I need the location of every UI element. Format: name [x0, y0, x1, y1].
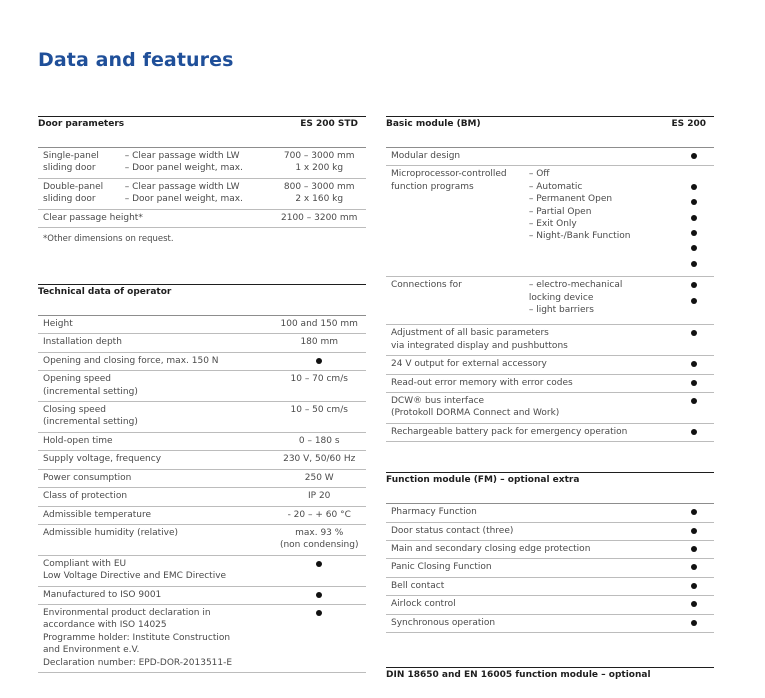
door-parameters-heading: Door parameters: [38, 119, 125, 129]
table-row: [386, 277, 714, 325]
row-label: Adjustment of all basic parameters via integrated display and pushbuttons: [391, 328, 568, 351]
row-value: IP 20: [308, 491, 331, 502]
row-label: Height: [43, 319, 73, 330]
table-row: [38, 210, 366, 228]
row-label: Door status contact (three): [391, 525, 514, 536]
row-label: Airlock control: [391, 599, 456, 610]
page-title: Data and features: [38, 49, 234, 71]
table-row: [38, 488, 366, 506]
included-dot-icon: [691, 509, 697, 515]
table-row: [386, 393, 714, 424]
table-row: [386, 356, 714, 374]
included-dot-icon: [316, 610, 322, 616]
included-dot-icon: [691, 398, 697, 404]
row-value: [272, 589, 366, 598]
row-value: [272, 607, 366, 616]
table-row: [386, 166, 714, 277]
table-row: [386, 596, 714, 614]
table-row: [38, 353, 366, 371]
included-dot-icon: [691, 380, 697, 386]
row-sublabel: – electro-mechanical locking device – light barriers: [528, 280, 623, 315]
row-label: Pharmacy Function: [391, 507, 477, 518]
row-value: [675, 327, 714, 336]
row-value: [675, 168, 714, 273]
included-dot-icon: [691, 215, 697, 221]
row-label: Class of protection: [43, 491, 128, 502]
table-row: [38, 556, 366, 587]
din-module-header: [386, 667, 714, 698]
row-value: 180 mm: [300, 337, 339, 348]
included-dot-icon: [691, 564, 697, 570]
included-dot-icon: [691, 153, 697, 159]
table-row: [38, 316, 366, 334]
row-sublabel: – Clear passage width LW – Door panel weight, max.: [124, 181, 243, 205]
table-row: [386, 325, 714, 356]
row-value: [272, 355, 366, 364]
included-dot-icon: [691, 298, 697, 304]
row-value: max. 93 % (non condensing): [279, 527, 359, 551]
row-value: [675, 377, 714, 386]
row-value: 230 V, 50/60 Hz: [283, 454, 356, 465]
row-value: [675, 580, 714, 589]
row-label: Opening speed (incremental setting): [43, 374, 138, 397]
row-label: Supply voltage, frequency: [43, 454, 162, 465]
table-row: [386, 559, 714, 577]
table-row: [38, 507, 366, 525]
table-row: [38, 451, 366, 469]
row-label: Main and secondary closing edge protection: [391, 544, 591, 555]
row-value: 700 – 3000 mm 1 x 200 kg: [283, 151, 355, 174]
row-label: Rechargeable battery pack for emergency operation: [391, 426, 628, 437]
row-value: 10 – 70 cm/s: [290, 374, 348, 385]
door-parameters-header: [38, 116, 366, 147]
included-dot-icon: [691, 261, 697, 267]
table-row: [386, 424, 714, 442]
included-dot-icon: [691, 601, 697, 607]
es200-heading: ES 200: [671, 119, 706, 129]
row-label: Clear passage height*: [43, 212, 143, 223]
included-dot-icon: [691, 583, 697, 589]
row-value: 10 – 50 cm/s: [290, 405, 348, 416]
table-row: [38, 470, 366, 488]
included-dot-icon: [316, 592, 322, 598]
row-value: - 20 – + 60 °C: [287, 509, 351, 520]
row-value: 800 – 3000 mm 2 x 160 kg: [283, 181, 355, 205]
table-row: [38, 525, 366, 556]
table-row: [386, 523, 714, 541]
left-column: [38, 116, 366, 673]
row-label: Admissible temperature: [43, 509, 152, 520]
row-label: Admissible humidity (relative): [43, 527, 179, 538]
right-column: [386, 116, 714, 698]
row-value: [675, 617, 714, 626]
table-row: [38, 334, 366, 352]
row-label: Single-panel sliding door: [43, 151, 99, 174]
included-dot-icon: [691, 620, 697, 626]
basic-module-header: [386, 116, 714, 147]
included-dot-icon: [691, 361, 697, 367]
technical-data-heading: Technical data of operator: [38, 287, 172, 298]
row-value: [675, 395, 714, 404]
row-label: Compliant with EU Low Voltage Directive and EMC Directive: [43, 558, 227, 582]
table-row: [386, 504, 714, 522]
basic-module-table: [386, 147, 714, 442]
table-row: [38, 371, 366, 402]
row-sublabel: – Clear passage width LW – Door panel weight, max.: [124, 151, 243, 174]
table-row: [38, 148, 366, 179]
row-label: Bell contact: [391, 580, 445, 591]
row-label: Modular design: [391, 151, 461, 161]
row-label: Opening and closing force, max. 150 N: [43, 355, 219, 366]
row-value: [675, 525, 714, 534]
row-label: Environmental product declaration in accordance with ISO 14025 Programme holder: Institute Construction and Environment e.V. Declaration number: EPD-DOR-2013511-E: [43, 607, 233, 668]
row-value: [675, 150, 714, 159]
included-dot-icon: [691, 184, 697, 190]
table-row: [38, 433, 366, 451]
table-row: [386, 578, 714, 596]
technical-data-header: [38, 284, 366, 315]
included-dot-icon: [316, 358, 322, 364]
function-module-heading: Function module (FM) – optional extra: [386, 475, 580, 486]
row-label: Manufactured to ISO 9001: [43, 589, 162, 600]
row-label: Synchronous operation: [391, 617, 496, 628]
table-row: [38, 605, 366, 673]
function-module-table: [386, 503, 714, 633]
included-dot-icon: [316, 561, 322, 567]
row-value: [272, 558, 366, 567]
row-label: Power consumption: [43, 472, 132, 483]
row-value: 100 and 150 mm: [280, 319, 358, 330]
row-value: 2100 – 3200 mm: [281, 212, 358, 223]
included-dot-icon: [691, 245, 697, 251]
row-label: Closing speed (incremental setting): [43, 405, 138, 428]
row-label: Hold-open time: [43, 435, 113, 446]
included-dot-icon: [691, 546, 697, 552]
table-row: [386, 148, 714, 166]
table-row: [38, 587, 366, 605]
row-value: 0 – 180 s: [298, 435, 340, 446]
included-dot-icon: [691, 330, 697, 336]
included-dot-icon: [691, 282, 697, 288]
included-dot-icon: [691, 230, 697, 236]
table-row: [38, 402, 366, 433]
row-label: Read-out error memory with error codes: [391, 377, 573, 388]
table-row: [386, 541, 714, 559]
row-label: 24 V output for external accessory: [391, 359, 547, 370]
function-module-header: [386, 472, 714, 503]
row-value: [675, 358, 714, 367]
door-parameters-table: [38, 147, 366, 228]
included-dot-icon: [691, 199, 697, 205]
es200-std-heading: ES 200 STD: [300, 119, 358, 129]
included-dot-icon: [691, 429, 697, 435]
row-value: [675, 561, 714, 570]
din-module-heading: DIN 18650 and EN 16005 function module – optional: [386, 670, 651, 681]
row-label: Double-panel sliding door: [43, 181, 104, 205]
row-label: Microprocessor-controlled function programs: [391, 169, 507, 192]
included-dot-icon: [691, 528, 697, 534]
basic-module-heading: Basic module (BM): [386, 119, 481, 129]
row-label: DCW® bus interface (Protokoll DORMA Connect and Work): [391, 395, 560, 419]
row-value: [675, 426, 714, 435]
table-row: [386, 615, 714, 633]
row-label: Panic Closing Function: [391, 562, 492, 573]
row-label: Installation depth: [43, 337, 122, 348]
row-value: 250 W: [304, 472, 334, 483]
row-sublabel: – Off – Automatic – Permanent Open – Partial Open – Exit Only – Night-/Bank Function: [528, 169, 631, 242]
row-value: [675, 598, 714, 607]
row-value: [675, 279, 714, 310]
row-value: [675, 506, 714, 515]
table-row: [38, 179, 366, 210]
row-value: [675, 543, 714, 552]
technical-data-table: [38, 315, 366, 673]
table-row: [386, 375, 714, 393]
footnote: *Other dimensions on request.: [43, 234, 174, 245]
row-label: Connections for: [391, 280, 462, 291]
